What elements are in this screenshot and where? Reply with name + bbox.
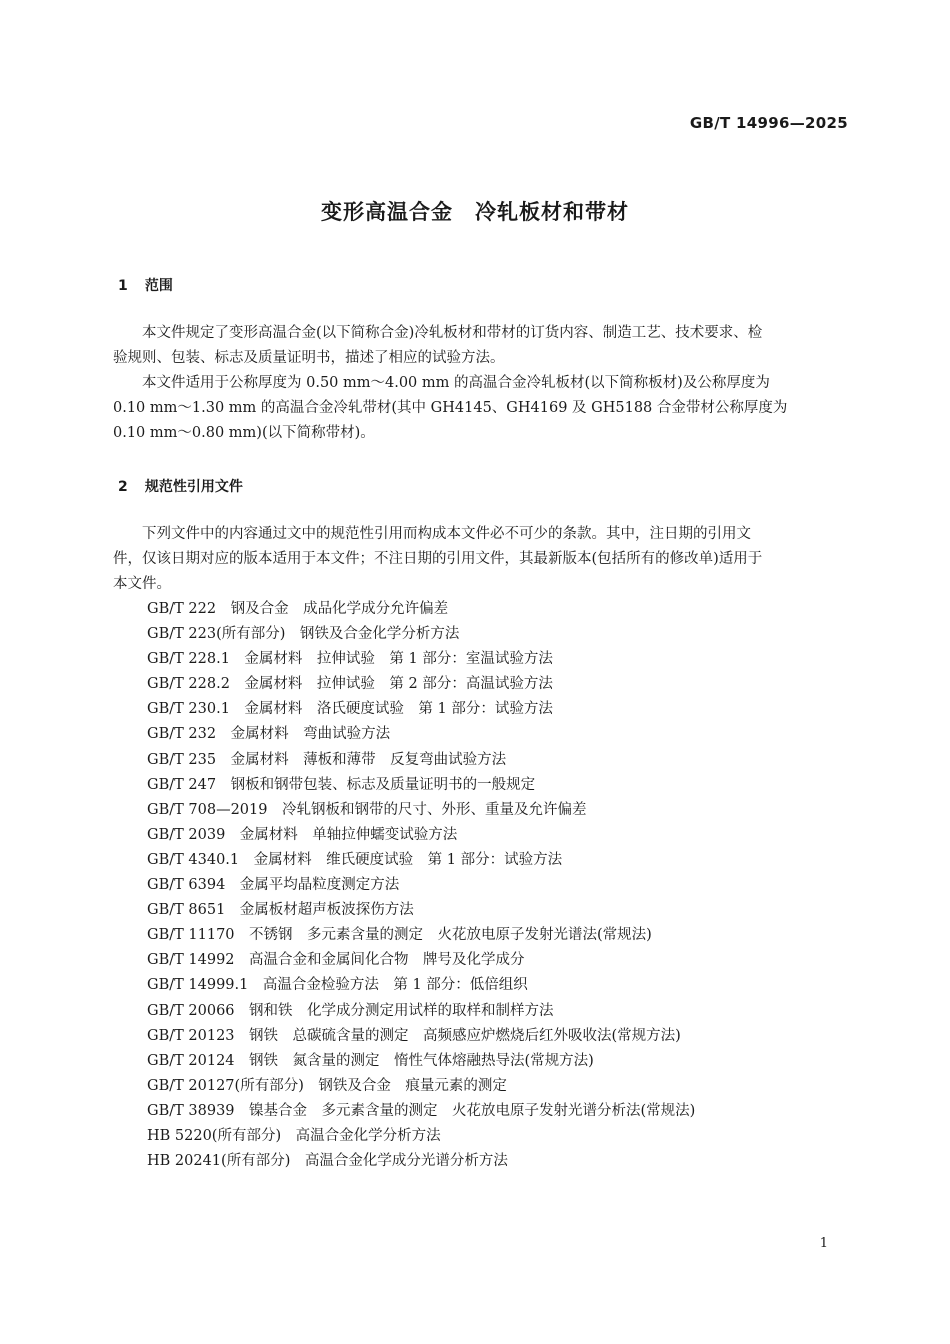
reference-item: GB/T 223(所有部分) 钢铁及合金化学分析方法 [147,626,460,643]
reference-item: GB/T 20066 钢和铁 化学成分测定用试样的取样和制样方法 [147,1002,554,1019]
reference-item: GB/T 11170 不锈钢 多元素含量的测定 火花放电原子发射光谱法(常规法) [147,927,652,944]
reference-item: HB 20241(所有部分) 高温合金化学成分光谱分析方法 [147,1153,508,1170]
reference-item: GB/T 8651 金属板材超声板波探伤方法 [147,902,414,919]
reference-list [147,597,695,1174]
reference-item: GB/T 247 钢板和钢带包装、标志及质量证明书的一般规定 [147,776,536,793]
standard-code: GB/T 14996—2025 [689,114,848,132]
reference-item: HB 5220(所有部分) 高温合金化学分析方法 [147,1127,441,1144]
reference-item: GB/T 230.1 金属材料 洛氏硬度试验 第 1 部分：试验方法 [147,701,553,718]
paragraph-line: 下列文件中的内容通过文中的规范性引用而构成本文件必不可少的条款。其中，注日期的引用文 [113,526,751,542]
reference-item: GB/T 235 金属材料 薄板和薄带 反复弯曲试验方法 [147,751,507,768]
section-1-title: 范围 [144,278,173,294]
reference-item: GB/T 2039 金属材料 单轴拉伸蠕变试验方法 [147,826,458,843]
paragraph-line: 验规则、包装、标志及质量证明书，描述了相应的试验方法。 [113,350,505,366]
reference-item: GB/T 14999.1 高温合金检验方法 第 1 部分：低倍组织 [147,977,528,994]
reference-item: GB/T 228.2 金属材料 拉伸试验 第 2 部分：高温试验方法 [147,676,553,693]
reference-item: GB/T 38939 镍基合金 多元素含量的测定 火花放电原子发射光谱分析法(常规法) [147,1102,696,1119]
section-2-heading [118,476,243,496]
paragraph-line: 本文件适用于公称厚度为 0.50 mm～4.00 mm 的高温合金冷轧板材(以下简称板材)及公称厚度为 [113,375,770,391]
section-2-number: 2 [118,479,128,495]
paragraph-line: 件，仅该日期对应的版本适用于本文件；不注日期的引用文件，其最新版本(包括所有的修改单)适用于 [113,551,763,567]
reference-item: GB/T 228.1 金属材料 拉伸试验 第 1 部分：室温试验方法 [147,651,553,668]
paragraph-line: 0.10 mm～0.80 mm)(以下简称带材)。 [113,425,375,441]
reference-item: GB/T 708—2019 冷轧钢板和钢带的尺寸、外形、重量及允许偏差 [147,801,587,818]
reference-item: GB/T 232 金属材料 弯曲试验方法 [147,726,391,743]
reference-item: GB/T 20127(所有部分) 钢铁及合金 痕量元素的测定 [147,1077,507,1094]
reference-item: GB/T 222 钢及合金 成品化学成分允许偏差 [147,601,449,617]
reference-item: GB/T 14992 高温合金和金属间化合物 牌号及化学成分 [147,952,525,969]
paragraph-line: 0.10 mm～1.30 mm 的高温合金冷轧带材(其中 GH4145、GH4169 及 GH5188 合金带材公称厚度为 [113,400,788,416]
section-1-number: 1 [118,278,128,294]
paragraph-line: 本文件规定了变形高温合金(以下简称合金)冷轧板材和带材的订货内容、制造工艺、技术要求、检 [113,325,763,341]
section-1-heading [118,275,173,295]
section-2-title: 规范性引用文件 [144,479,243,495]
scope-paragraph-1 [113,321,849,371]
scope-paragraph-2 [113,371,849,446]
document-title: 变形高温合金 冷轧板材和带材 [321,200,629,224]
reference-item: GB/T 6394 金属平均晶粒度测定方法 [147,877,400,894]
reference-item: GB/T 4340.1 金属材料 维氏硬度试验 第 1 部分：试验方法 [147,851,563,868]
reference-item: GB/T 20124 钢铁 氮含量的测定 惰性气体熔融热导法(常规方法) [147,1052,594,1069]
paragraph-line: 本文件。 [113,576,171,592]
normative-refs-intro [113,522,849,597]
reference-item: GB/T 20123 钢铁 总碳硫含量的测定 高频感应炉燃烧后红外吸收法(常规方法) [147,1027,681,1044]
page-number: 1 [819,1236,828,1251]
